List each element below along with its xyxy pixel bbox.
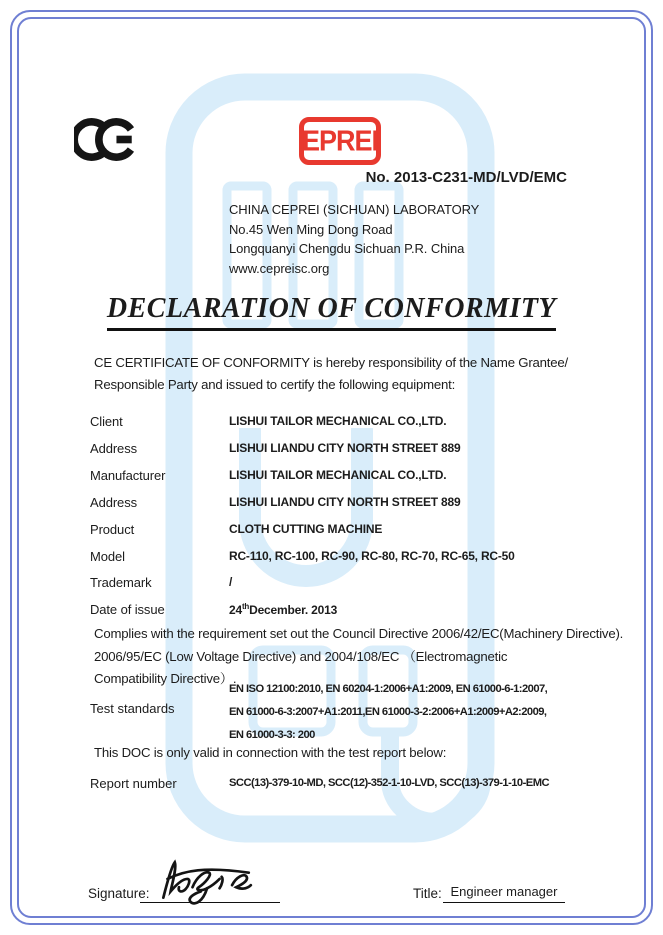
- compliance-line-2: 2006/95/EC (Low Voltage Directive) and 2004/108/EC （Electromagnetic: [94, 648, 508, 664]
- field-value: 24thDecember. 2013: [229, 602, 338, 617]
- test-standards-line-3: EN 61000-3-3: 200: [229, 729, 315, 741]
- issuer-block: [229, 200, 479, 278]
- doc-validity-note: This DOC is only valid in connection with the test report below:: [94, 745, 447, 760]
- field-label: Trademark: [90, 575, 152, 590]
- handwritten-signature: [150, 856, 260, 906]
- certificate-number: No. 2013-C231-MD/LVD/EMC: [365, 169, 567, 186]
- eprei-logo-text: EPREI: [301, 124, 379, 157]
- field-label: Address: [90, 441, 137, 456]
- issuer-city: Longquanyi Chengdu Sichuan P.R. China: [229, 241, 465, 256]
- field-value: LISHUI TAILOR MECHANICAL CO.,LTD.: [229, 414, 447, 428]
- ce-mark-icon: [74, 116, 136, 163]
- signature-label: Signature:: [88, 886, 150, 901]
- field-row-date-of-issue: [0, 602, 663, 620]
- intro-paragraph: [94, 352, 568, 396]
- field-row-model: [0, 549, 663, 567]
- field-row-trademark: [0, 575, 663, 593]
- eprei-logo: [299, 117, 381, 165]
- test-standards-line-1: EN ISO 12100:2010, EN 60204-1:2006+A1:2009, EN 61000-6-1:2007,: [229, 683, 548, 695]
- field-value: CLOTH CUTTING MACHINE: [229, 522, 383, 536]
- compliance-line-3: Compatibility Directive）.: [94, 671, 237, 686]
- field-label: Address: [90, 495, 137, 510]
- field-label: Product: [90, 522, 135, 537]
- field-row-product: [0, 522, 663, 540]
- field-label: Client: [90, 414, 123, 429]
- field-row-address-2: [0, 495, 663, 513]
- field-row-client: [0, 414, 663, 432]
- field-value: LISHUI LIANDU CITY NORTH STREET 889: [229, 441, 461, 455]
- field-label: Date of issue: [90, 602, 165, 617]
- field-label: Model: [90, 549, 125, 564]
- ordinal-suffix: th: [241, 602, 250, 611]
- report-number-label: Report number: [90, 776, 177, 791]
- intro-line-1: CE CERTIFICATE OF CONFORMITY is hereby responsibility of the Name Grantee/: [94, 355, 569, 370]
- field-label: Manufacturer: [90, 468, 166, 483]
- field-row-manufacturer: [0, 468, 663, 486]
- title-label: Title:: [413, 886, 442, 901]
- field-row-address-1: [0, 441, 663, 459]
- field-value: /: [229, 575, 233, 589]
- field-value: LISHUI TAILOR MECHANICAL CO.,LTD.: [229, 468, 447, 482]
- issuer-name: CHINA CEPREI (SICHUAN) LABORATORY: [229, 202, 480, 217]
- report-number-value: SCC(13)-379-10-MD, SCC(12)-352-1-10-LVD, SCC(13)-379-1-10-EMC: [229, 777, 549, 789]
- field-value: RC-110, RC-100, RC-90, RC-80, RC-70, RC-65, RC-50: [229, 549, 515, 563]
- title-value: Engineer manager: [443, 884, 565, 903]
- issuer-website: www.cepreisc.org: [229, 260, 330, 276]
- test-standards-line-2: EN 61000-6-3:2007+A1:2011,EN 61000-3-2:2006+A1:2009+A2:2009,: [229, 706, 547, 718]
- test-standards-label: Test standards: [90, 701, 175, 716]
- page-title: DECLARATION OF CONFORMITY: [0, 293, 663, 331]
- field-value: LISHUI LIANDU CITY NORTH STREET 889: [229, 495, 461, 509]
- compliance-line-1: Complies with the requirement set out the Council Directive 2006/42/EC(Machinery Directive).: [94, 626, 624, 641]
- test-standards-values: [229, 678, 547, 747]
- issuer-street: No.45 Wen Ming Dong Road: [229, 221, 393, 237]
- intro-line-2: Responsible Party and issued to certify the following equipment:: [94, 377, 456, 392]
